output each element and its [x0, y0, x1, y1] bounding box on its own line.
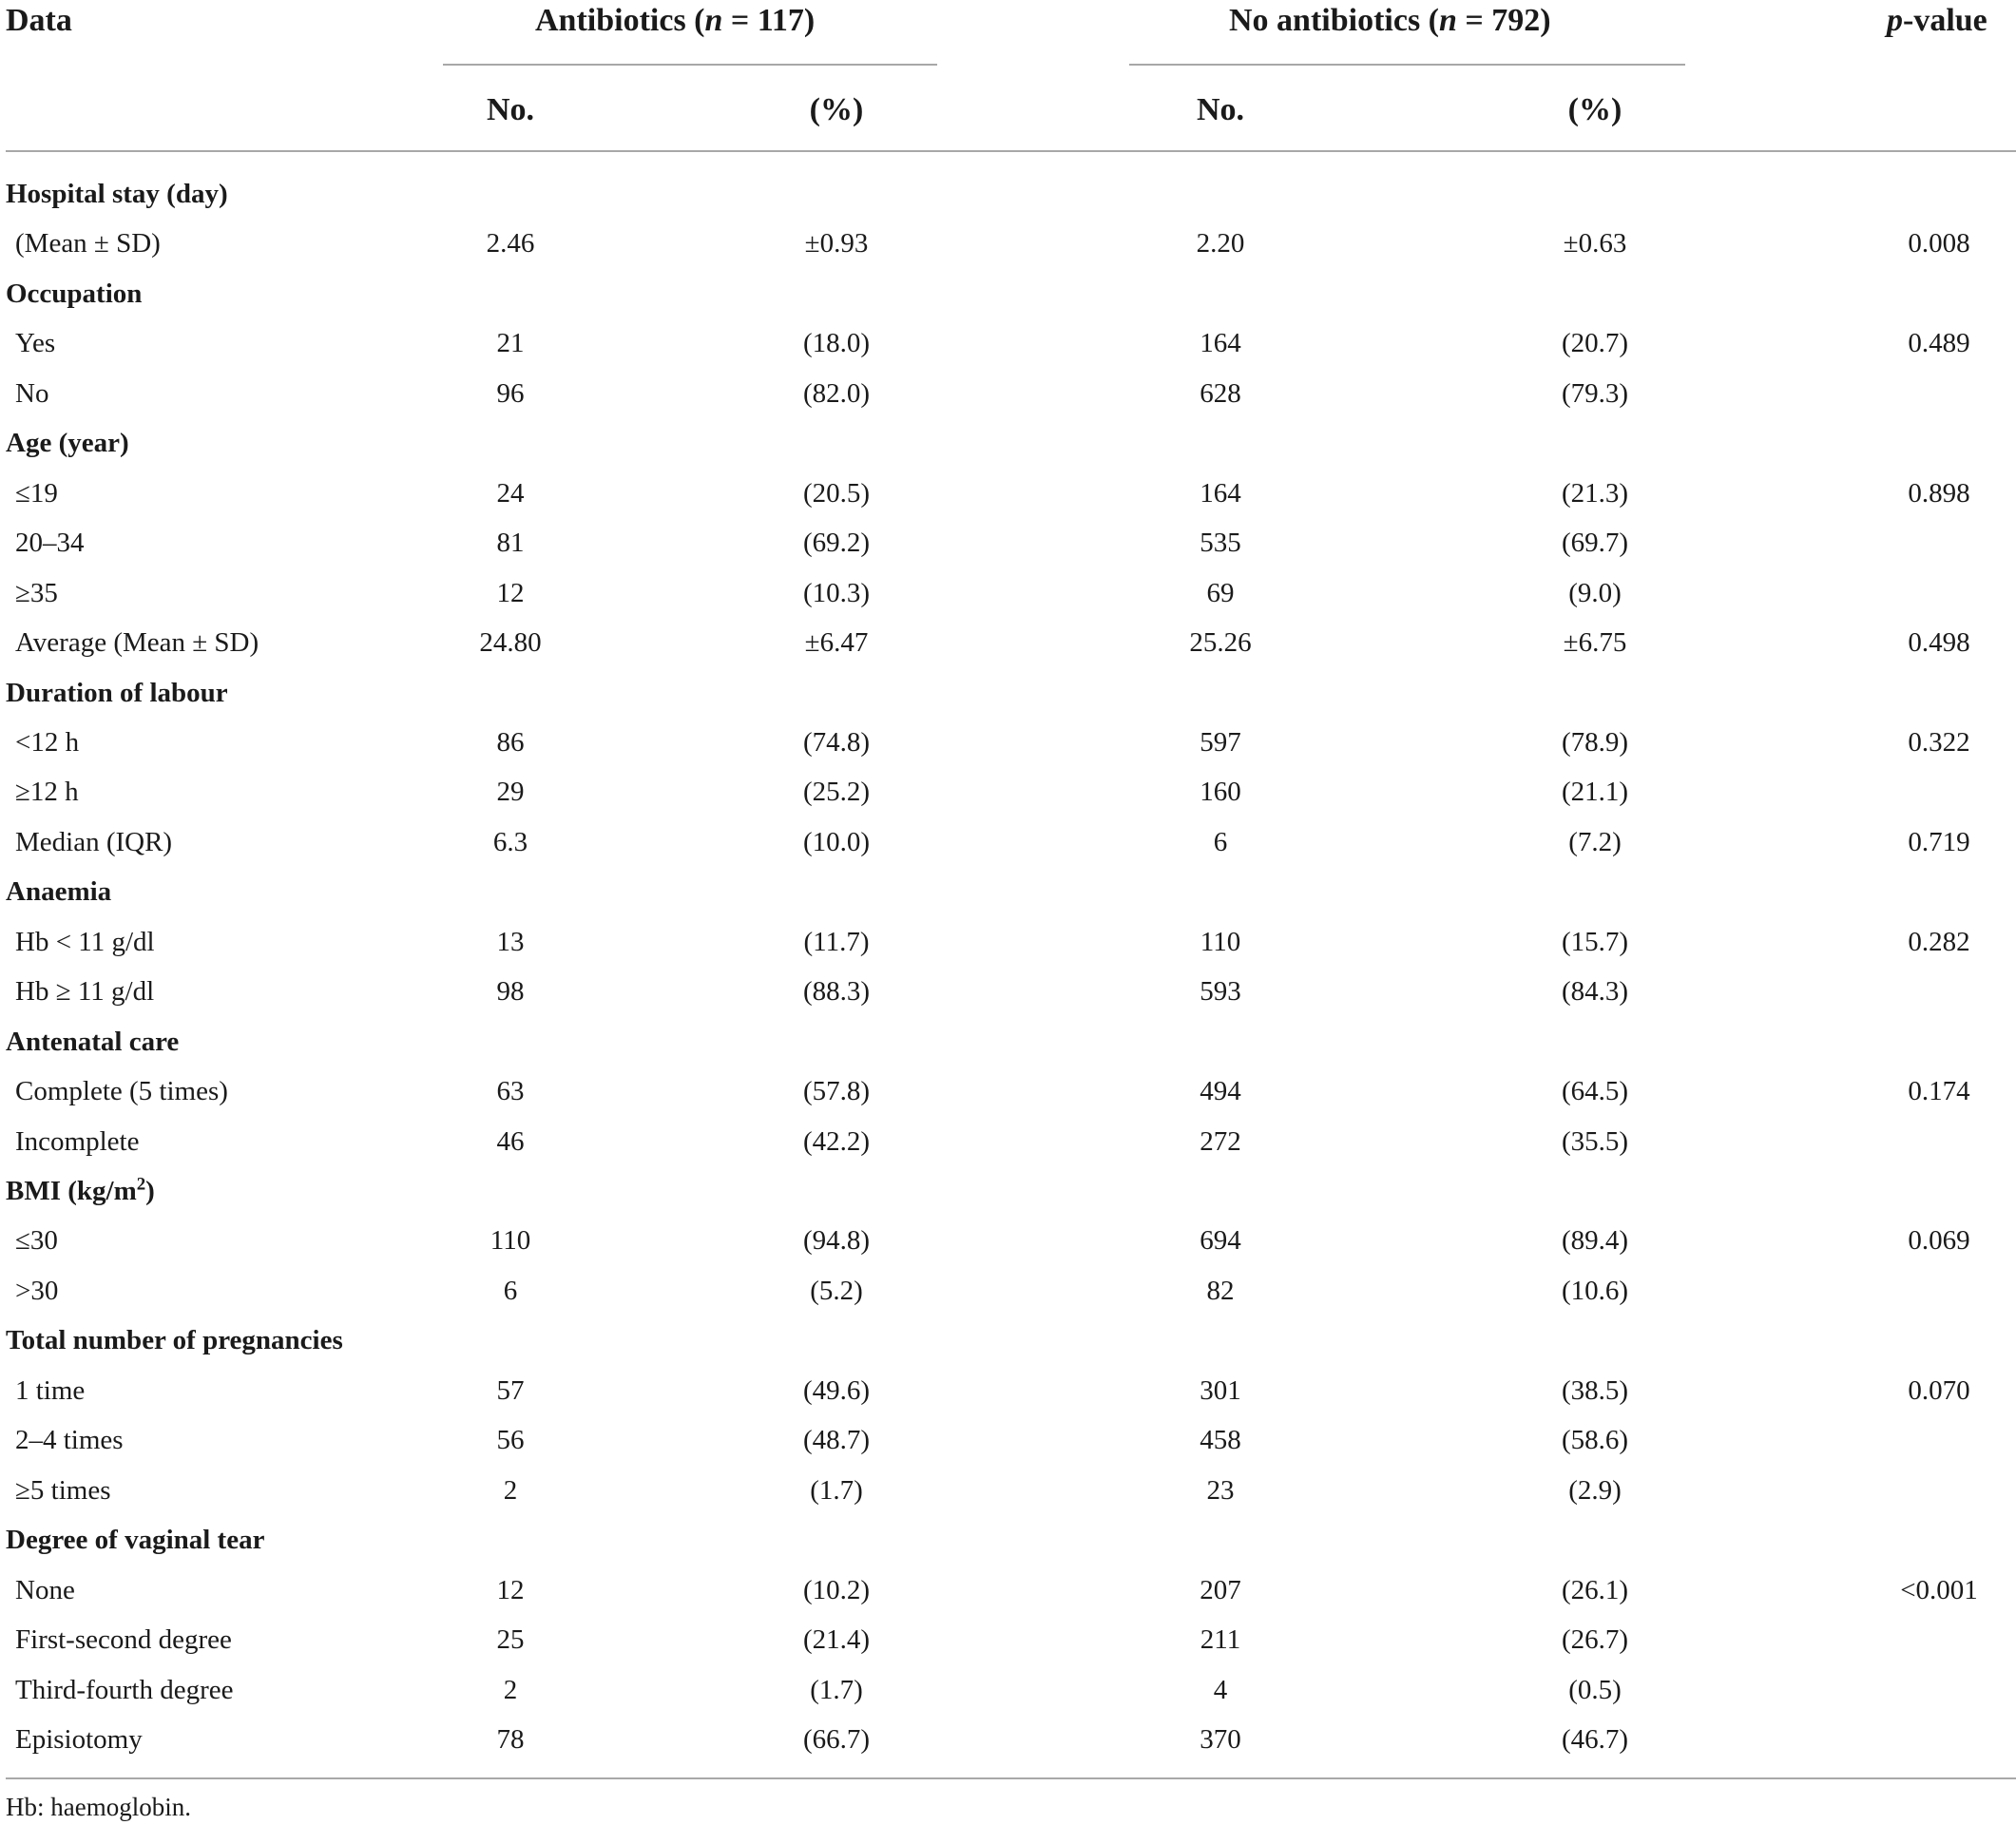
header-pvalue [1887, 2, 1987, 40]
antibiotics-count-cell: 81 [496, 528, 525, 559]
antibiotics-count-cell: 6.3 [492, 826, 528, 857]
row-label: <12 h [15, 726, 80, 758]
antibiotics-count-cell: 2.46 [486, 228, 535, 259]
section-label: Anaemia [6, 876, 112, 908]
pvalue-cell: 0.008 [1908, 228, 1970, 259]
section-row [0, 1017, 2016, 1066]
pvalue-cell: 0.070 [1908, 1374, 1970, 1406]
no-antibiotics-percent-cell: (58.6) [1561, 1425, 1629, 1456]
antibiotics-count-cell: 46 [496, 1125, 525, 1157]
no-antibiotics-count-cell: 535 [1200, 528, 1241, 559]
antibiotics-percent-cell: (57.8) [802, 1076, 871, 1107]
table-row [0, 1615, 2016, 1664]
antibiotics-count-cell: 12 [496, 577, 525, 608]
table-row [0, 1366, 2016, 1415]
antibiotics-percent-cell: (20.5) [802, 477, 871, 509]
pvalue-cell: 0.489 [1908, 328, 1970, 359]
table-row [0, 1216, 2016, 1265]
antibiotics-count-cell: 86 [496, 726, 525, 758]
section-label: Total number of pregnancies [6, 1325, 343, 1356]
no-antibiotics-count-cell: 25.26 [1189, 627, 1252, 659]
header-no-antibiotics-n: n [1439, 3, 1457, 38]
antibiotics-count-cell: 24 [496, 477, 525, 509]
no-antibiotics-count-cell: 272 [1200, 1125, 1241, 1157]
header-no-antibiotics [1229, 2, 1551, 40]
row-label: >30 [15, 1275, 59, 1306]
antibiotics-percent-cell: (11.7) [803, 926, 870, 957]
row-label: Hb ≥ 11 g/dl [15, 976, 155, 1008]
no-antibiotics-count-cell: 370 [1200, 1723, 1241, 1755]
no-antibiotics-percent-cell: (0.5) [1568, 1674, 1622, 1705]
pvalue-cell: <0.001 [1900, 1574, 1978, 1605]
no-antibiotics-count-cell: 23 [1206, 1474, 1235, 1506]
row-label: 20–34 [15, 528, 85, 559]
antibiotics-percent-cell: (94.8) [802, 1225, 871, 1257]
row-label: Average (Mean ± SD) [15, 627, 259, 659]
no-antibiotics-count-cell: 628 [1200, 377, 1241, 409]
no-antibiotics-percent-cell: (20.7) [1561, 328, 1629, 359]
row-label: (Mean ± SD) [15, 228, 161, 259]
row-label: ≤19 [15, 477, 58, 509]
table-row [0, 1266, 2016, 1316]
antibiotics-count-cell: 2 [503, 1474, 518, 1506]
antibiotics-count-cell: 24.80 [479, 627, 542, 659]
row-label: None [15, 1574, 75, 1605]
no-antibiotics-percent-cell: (84.3) [1561, 976, 1629, 1008]
antibiotics-percent-cell: (69.2) [802, 528, 871, 559]
table-row [0, 1466, 2016, 1515]
section-row [0, 867, 2016, 916]
header-no-antibiotics-count: = 792) [1456, 3, 1551, 38]
section-row [0, 269, 2016, 318]
header-antibiotics-count: = 117) [722, 3, 816, 38]
no-antibiotics-count-cell: 110 [1200, 926, 1241, 957]
section-row [0, 1515, 2016, 1565]
group1-rule [443, 64, 937, 66]
no-antibiotics-count-cell: 597 [1200, 726, 1241, 758]
no-antibiotics-count-cell: 211 [1200, 1624, 1241, 1656]
antibiotics-count-cell: 57 [496, 1374, 525, 1406]
no-antibiotics-count-cell: 164 [1200, 477, 1241, 509]
antibiotics-percent-cell: (42.2) [802, 1125, 871, 1157]
row-label: Incomplete [15, 1125, 140, 1157]
header-antibiotics-n: n [704, 3, 723, 38]
section-label: Age (year) [6, 428, 129, 459]
antibiotics-percent-cell: ±0.93 [804, 228, 869, 259]
section-label: Antenatal care [6, 1026, 180, 1057]
table-row [0, 369, 2016, 418]
antibiotics-percent-cell: (1.7) [810, 1674, 863, 1705]
pvalue-cell: 0.719 [1908, 826, 1970, 857]
no-antibiotics-percent-cell: (21.3) [1561, 477, 1629, 509]
section-label: Occupation [6, 278, 143, 309]
header-pvalue-p: p [1887, 3, 1903, 38]
no-antibiotics-percent-cell: (26.1) [1561, 1574, 1629, 1605]
no-antibiotics-count-cell: 160 [1200, 777, 1241, 808]
table-row [0, 917, 2016, 967]
table-row [0, 518, 2016, 567]
row-label: Yes [15, 328, 56, 359]
header-bottom-rule [6, 150, 2016, 152]
antibiotics-percent-cell: (66.7) [802, 1723, 871, 1755]
no-antibiotics-count-cell: 494 [1200, 1076, 1241, 1107]
section-row [0, 668, 2016, 718]
pvalue-cell: 0.174 [1908, 1076, 1970, 1107]
section-label: BMI $(kg/m^2)$ [6, 1174, 155, 1206]
table-row [0, 1117, 2016, 1166]
antibiotics-count-cell: 29 [496, 777, 525, 808]
no-antibiotics-percent-cell: (15.7) [1561, 926, 1629, 957]
pvalue-cell: 0.898 [1908, 477, 1970, 509]
antibiotics-count-cell: 96 [496, 377, 525, 409]
no-antibiotics-count-cell: 694 [1200, 1225, 1241, 1257]
antibiotics-count-cell: 6 [503, 1275, 518, 1306]
antibiotics-percent-cell: (88.3) [802, 976, 871, 1008]
subheader-no-1: No. [486, 92, 535, 127]
antibiotics-count-cell: 2 [503, 1674, 518, 1705]
row-label: Hb < 11 g/dl [15, 926, 155, 957]
subheader-no-2: No. [1196, 92, 1245, 127]
section-row [0, 169, 2016, 219]
group2-rule [1129, 64, 1685, 66]
no-antibiotics-percent-cell: (78.9) [1561, 726, 1629, 758]
no-antibiotics-count-cell: 301 [1200, 1374, 1241, 1406]
table-row [0, 1415, 2016, 1465]
pvalue-cell: 0.322 [1908, 726, 1970, 758]
header-antibiotics-text: Antibiotics ( [535, 3, 705, 38]
row-label: Episiotomy [15, 1723, 143, 1755]
section-row [0, 1166, 2016, 1216]
antibiotics-count-cell: 12 [496, 1574, 525, 1605]
no-antibiotics-percent-cell: (2.9) [1568, 1474, 1622, 1506]
section-label: Hospital stay (day) [6, 179, 228, 209]
subheader-pct-1: (%) [809, 92, 864, 127]
no-antibiotics-percent-cell: (10.6) [1561, 1275, 1629, 1306]
header-pvalue-text: -value [1903, 3, 1987, 38]
antibiotics-percent-cell: (5.2) [810, 1275, 863, 1306]
antibiotics-percent-cell: (49.6) [802, 1374, 871, 1406]
no-antibiotics-percent-cell: (9.0) [1568, 577, 1622, 608]
table-row [0, 1066, 2016, 1116]
no-antibiotics-count-cell: 4 [1213, 1674, 1228, 1705]
row-label: ≥35 [15, 577, 58, 608]
no-antibiotics-percent-cell: (26.7) [1561, 1624, 1629, 1656]
header-no-antibiotics-text: No antibiotics ( [1229, 3, 1439, 38]
antibiotics-percent-cell: (48.7) [802, 1425, 871, 1456]
no-antibiotics-percent-cell: (89.4) [1561, 1225, 1629, 1257]
antibiotics-count-cell: 78 [496, 1723, 525, 1755]
table-row [0, 568, 2016, 618]
row-label: Third-fourth degree [15, 1674, 234, 1705]
row-label: No [15, 377, 49, 409]
no-antibiotics-count-cell: 164 [1200, 328, 1241, 359]
table-row [0, 219, 2016, 268]
table-bottom-rule [6, 1777, 2016, 1779]
section-label: Degree of vaginal tear [6, 1525, 265, 1556]
no-antibiotics-percent-cell: (79.3) [1561, 377, 1629, 409]
no-antibiotics-percent-cell: ±0.63 [1563, 228, 1627, 259]
no-antibiotics-percent-cell: (64.5) [1561, 1076, 1629, 1107]
antibiotics-count-cell: 56 [496, 1425, 525, 1456]
header-data [6, 2, 72, 40]
section-label: Duration of labour [6, 677, 228, 708]
section-row [0, 418, 2016, 468]
header-data-text: Data [6, 3, 72, 38]
row-label: Complete (5 times) [15, 1076, 228, 1107]
antibiotics-percent-cell: (10.2) [802, 1574, 871, 1605]
antibiotics-count-cell: 63 [496, 1076, 525, 1107]
table-row [0, 767, 2016, 816]
antibiotics-percent-cell: (18.0) [802, 328, 871, 359]
footnote: Hb: haemoglobin. [6, 1793, 191, 1821]
antibiotics-percent-cell: (82.0) [802, 377, 871, 409]
antibiotics-percent-cell: (74.8) [802, 726, 871, 758]
header-antibiotics [535, 2, 815, 40]
antibiotics-percent-cell: (21.4) [802, 1624, 871, 1656]
no-antibiotics-percent-cell: (35.5) [1561, 1125, 1629, 1157]
table-row [0, 469, 2016, 518]
antibiotics-count-cell: 25 [496, 1624, 525, 1656]
row-label: 2–4 times [15, 1425, 124, 1456]
pvalue-cell: 0.498 [1908, 627, 1970, 659]
row-label: 1 time [15, 1374, 86, 1406]
antibiotics-percent-cell: (10.3) [802, 577, 871, 608]
pvalue-cell: 0.282 [1908, 926, 1970, 957]
no-antibiotics-percent-cell: (38.5) [1561, 1374, 1629, 1406]
table-row [0, 1665, 2016, 1715]
table-row [0, 967, 2016, 1016]
antibiotics-percent-cell: ±6.47 [804, 627, 869, 659]
table-row [0, 618, 2016, 667]
no-antibiotics-percent-cell: ±6.75 [1563, 627, 1627, 659]
no-antibiotics-count-cell: 207 [1200, 1574, 1241, 1605]
no-antibiotics-count-cell: 6 [1213, 826, 1228, 857]
no-antibiotics-count-cell: 82 [1206, 1275, 1235, 1306]
antibiotics-count-cell: 110 [490, 1225, 531, 1257]
no-antibiotics-percent-cell: (46.7) [1561, 1723, 1629, 1755]
antibiotics-percent-cell: (25.2) [802, 777, 871, 808]
row-label: ≥5 times [15, 1474, 111, 1506]
no-antibiotics-count-cell: 458 [1200, 1425, 1241, 1456]
table-row [0, 1715, 2016, 1764]
table-row [0, 318, 2016, 368]
row-label: ≤30 [15, 1225, 58, 1257]
no-antibiotics-percent-cell: (69.7) [1561, 528, 1629, 559]
no-antibiotics-count-cell: 69 [1206, 577, 1235, 608]
antibiotics-count-cell: 13 [496, 926, 525, 957]
antibiotics-count-cell: 98 [496, 976, 525, 1008]
no-antibiotics-percent-cell: (7.2) [1568, 826, 1622, 857]
antibiotics-count-cell: 21 [496, 328, 525, 359]
section-row [0, 1316, 2016, 1365]
table-row [0, 817, 2016, 867]
no-antibiotics-count-cell: 593 [1200, 976, 1241, 1008]
row-label: First-second degree [15, 1624, 232, 1656]
row-label: Median (IQR) [15, 826, 173, 857]
table-row [0, 1566, 2016, 1615]
no-antibiotics-count-cell: 2.20 [1196, 228, 1245, 259]
antibiotics-percent-cell: (1.7) [810, 1474, 863, 1506]
no-antibiotics-percent-cell: (21.1) [1561, 777, 1629, 808]
row-label: ≥12 h [15, 777, 79, 808]
subheader-pct-2: (%) [1567, 92, 1622, 127]
antibiotics-percent-cell: (10.0) [802, 826, 871, 857]
pvalue-cell: 0.069 [1908, 1225, 1970, 1257]
table-row [0, 718, 2016, 767]
